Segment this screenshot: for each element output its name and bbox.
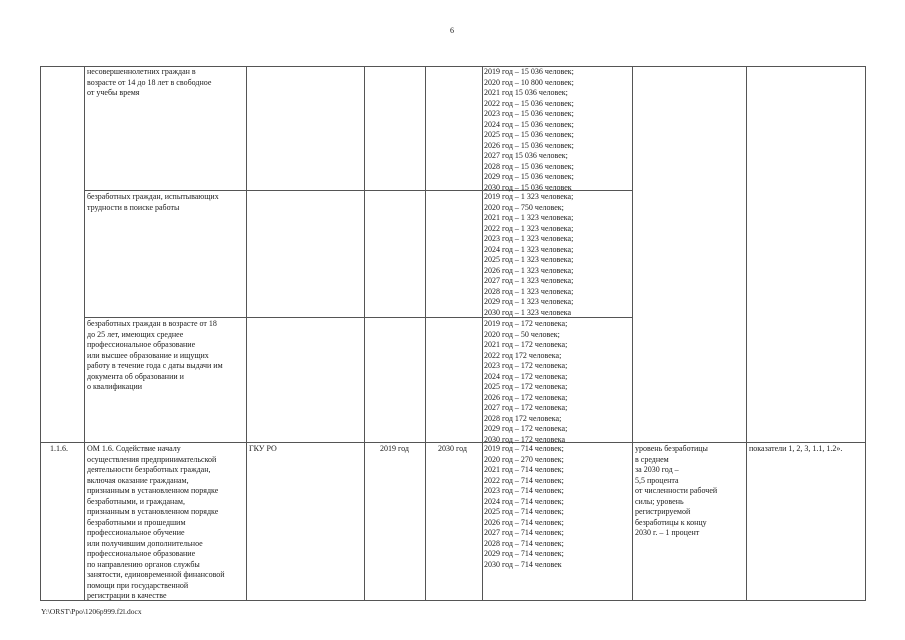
row-1-description: несовершеннолетних граждан в возрасте от 14 до 18 лет в свободное от учебы время (87, 67, 212, 97)
row-3-description: безработных граждан в возрасте от 18 до 25 лет, имеющих среднее профессиональное образование или высшее образование и ищущих работу в течение года с даты выдачи им документа об образовании и о квалификации (87, 319, 223, 391)
table-col-divider (246, 66, 247, 601)
row-4-values: 2019 год – 714 человек; 2020 год – 270 человек; 2021 год – 714 человек; 2022 год – 714 человек; 2023 год – 714 человек; 2024 год – 714 человек; 2025 год – 714 человек; 2026 год – 714 человек; 2027 год – 714 человек; 2028 год – 714 человек; 2029 год – 714 человек; 2030 год – 714 человек (484, 444, 564, 569)
table-border-right (865, 66, 866, 601)
table-col-divider (84, 66, 85, 601)
table-row-divider (40, 442, 866, 443)
row-2-values: 2019 год – 1 323 человека; 2020 год – 750 человек; 2021 год – 1 323 человека; 2022 год – 1 323 человека; 2023 год – 1 323 человека; 2024 год – 1 323 человека; 2025 год – 1 323 человека; 2026 год – 1 323 человека; 2027 год – 1 323 человека; 2028 год – 1 323 человека; 2029 год – 1 323 человека; 2030 год – 1 323 человека (484, 192, 574, 317)
row-3-values: 2019 год – 172 человека; 2020 год – 50 человек; 2021 год – 172 человека; 2022 год 172 человека; 2023 год – 172 человека; 2024 год – 172 человека; 2025 год – 172 человека; 2026 год – 172 человека; 2027 год – 172 человека; 2028 год 172 человека; 2029 год – 172 человека; 2030 год – 172 человека (484, 319, 568, 444)
table-col-divider (746, 66, 747, 601)
row-4-start-year: 2019 год (380, 444, 409, 453)
table-col-divider (482, 66, 483, 601)
row-4-description: ОМ 1.6. Содействие началу осуществления предпринимательской деятельности безработных граждан, включая оказание гражданам, признанным в установленном порядке безработными, и гражданам, признанным в установленном порядке безработными и прошедшим профессиональное обучение или получившим дополнительное профессиональное образование по направлению органов службы занятости, единовременной финансовой помощи при государственной регистрации в качестве (87, 444, 225, 600)
row-4-indicator-link: показатели 1, 2, 3, 1.1, 1.2». (749, 444, 843, 453)
table-col-divider (425, 66, 426, 601)
table-col-divider (364, 66, 365, 601)
row-4-result: уровень безработицы в среднем за 2030 год – 5,5 процента от численности рабочей силы; уровень регистрируемой безработицы к концу 2030 г. – 1 процент (635, 444, 718, 537)
document-path-footer: Y:\ORST\Ppo\1206p999.f2l.docx (41, 607, 142, 616)
row-4-executor: ГКУ РО (249, 444, 277, 453)
table-border-left (40, 66, 41, 601)
table-col-divider (632, 66, 633, 601)
row-1-values: 2019 год – 15 036 человек; 2020 год – 10 800 человек; 2021 год 15 036 человек; 2022 год – 15 036 человек; 2023 год – 15 036 человек; 2024 год – 15 036 человек; 2025 год – 15 036 человек; 2026 год – 15 036 человек; 2027 год 15 036 человек; 2028 год – 15 036 человек; 2029 год – 15 036 человек; 2030 год – 15 036 человек (484, 67, 574, 192)
row-4-number: 1.1.6. (50, 444, 68, 453)
page-number: 6 (450, 26, 454, 35)
row-2-description: безработных граждан, испытывающих трудности в поиске работы (87, 192, 219, 212)
row-4-end-year: 2030 год (438, 444, 467, 453)
